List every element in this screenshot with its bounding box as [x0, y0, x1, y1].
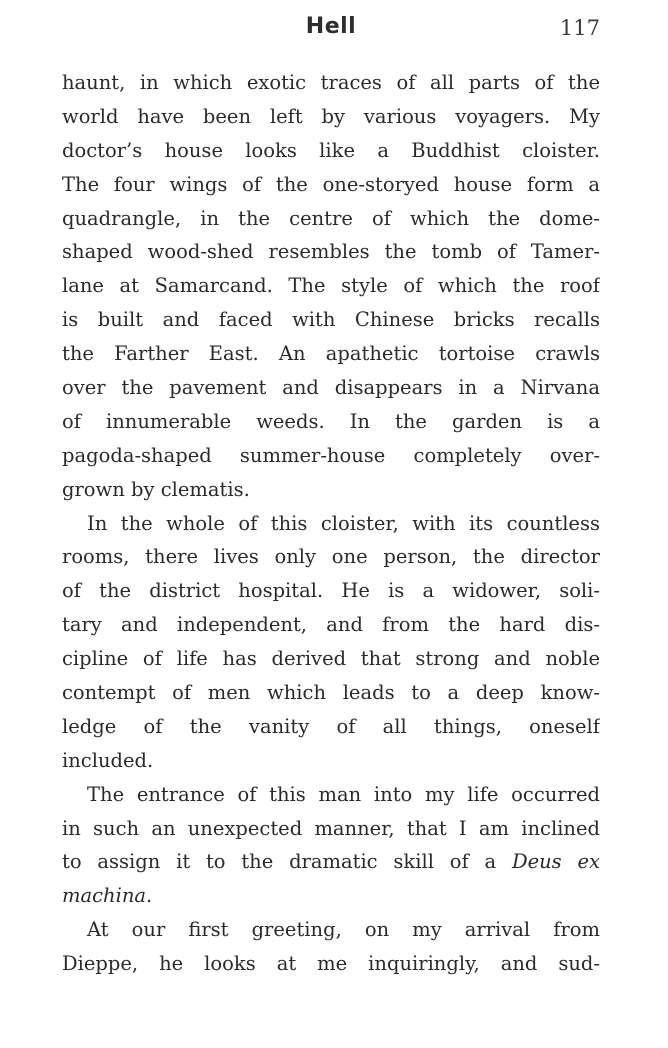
text-line: shaped wood-shed resembles the tomb of Tamer-	[62, 240, 600, 264]
running-title: Hell	[305, 14, 357, 39]
text-line-segment: to assign it to the dramatic skill of a	[62, 850, 497, 874]
text-line: Dieppe, he looks at me inquiringly, and sud-	[62, 952, 600, 976]
text-line: included.	[62, 748, 154, 772]
text-line: The entrance of this man into my life occurred	[87, 782, 600, 806]
text-line: in such an unexpected manner, that I am inclined	[62, 816, 600, 840]
text-line: of the district hospital. He is a widower, soli-	[62, 579, 600, 603]
text-line: cipline of life has derived that strong and noble	[62, 647, 600, 671]
text-line: over the pavement and disappears in a Nirvana	[62, 376, 600, 400]
text-line: pagoda-shaped summer-house completely over-	[62, 443, 600, 467]
italic-phrase: machina.	[62, 884, 153, 908]
text-line: grown by clematis.	[62, 477, 250, 501]
text-line: ledge of the vanity of all things, oneself	[62, 714, 600, 738]
text-line: lane at Samarcand. The style of which the roof	[62, 274, 600, 298]
text-line-with-italic	[62, 845, 600, 879]
running-head	[62, 14, 600, 46]
text-line: is built and faced with Chinese bricks recalls	[62, 308, 600, 332]
text-line: rooms, there lives only one person, the director	[62, 545, 600, 569]
text-line	[62, 879, 600, 913]
text-line: world have been left by various voyagers. My	[62, 104, 600, 128]
paragraph	[62, 913, 600, 981]
page-number: 117	[559, 16, 600, 40]
paragraph	[62, 66, 600, 507]
text-line: doctor’s house looks like a Buddhist cloister.	[62, 138, 600, 162]
text-line: contempt of men which leads to a deep know-	[62, 681, 600, 705]
text-line: At our first greeting, on my arrival from	[87, 918, 600, 942]
text-line: quadrangle, in the centre of which the dome-	[62, 206, 600, 230]
text-line: of innumerable weeds. In the garden is a	[62, 409, 600, 433]
paragraph	[62, 507, 600, 778]
text-line: the Farther East. An apathetic tortoise crawls	[62, 342, 600, 366]
text-line: tary and independent, and from the hard dis-	[62, 613, 600, 637]
body-text	[62, 66, 600, 981]
paragraph	[62, 778, 600, 914]
text-line: In the whole of this cloister, with its countless	[87, 511, 600, 535]
text-line: The four wings of the one-storyed house form a	[62, 172, 600, 196]
text-line: haunt, in which exotic traces of all parts of the	[62, 71, 600, 94]
italic-phrase: Deus ex	[511, 850, 600, 874]
